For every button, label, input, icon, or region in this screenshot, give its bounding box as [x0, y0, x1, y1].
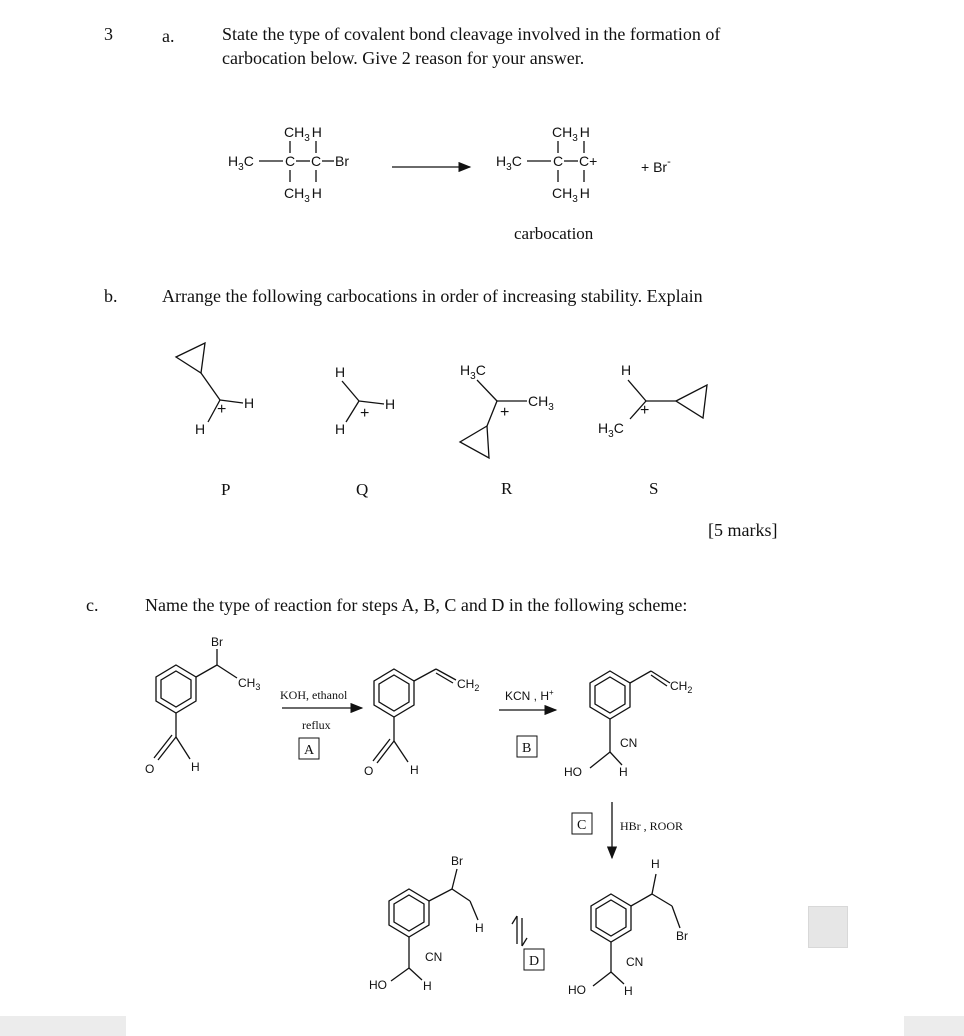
- part-a-label: a.: [162, 26, 175, 46]
- svg-text:H: H: [624, 984, 633, 998]
- svg-text:Br: Br: [335, 153, 349, 169]
- question-number: 3: [104, 24, 113, 44]
- svg-text:HO: HO: [369, 978, 387, 992]
- part-a-product: [496, 124, 597, 205]
- svg-text:H3C: $H_3C$: [496, 153, 522, 173]
- svg-text:H: H: [619, 765, 628, 779]
- part-b-label: b.: [104, 286, 118, 306]
- svg-text:Br: Br: [451, 854, 463, 868]
- page-edge-left: [0, 1016, 126, 1036]
- svg-text:Br: Br: [211, 635, 223, 649]
- svg-text:HO: HO: [568, 983, 586, 997]
- svg-text:CH3H: $CH_3$ H: [552, 185, 590, 205]
- svg-text:H: H: [423, 979, 432, 993]
- svg-text:H: H: [244, 395, 255, 411]
- svg-text:H: H: [335, 421, 346, 437]
- svg-text:+: +: [640, 402, 650, 419]
- compound-4: [568, 857, 688, 998]
- svg-text:H: H: [475, 921, 484, 935]
- svg-text:+: +: [217, 401, 227, 418]
- svg-text:CH3H: $CH_3$ H: [284, 124, 322, 144]
- step-b-reagent: KCN , H+: [505, 688, 554, 703]
- compound-1: [145, 635, 260, 776]
- step-a-reagent: KOH, ethanol: [280, 688, 348, 702]
- svg-text:H3C: $H_3C$: [460, 362, 486, 382]
- label-s: S: [649, 479, 659, 498]
- bromide-byproduct: + Br-: [641, 156, 671, 175]
- svg-text:CH2: $CH_2$: [670, 679, 693, 695]
- svg-text:+: +: [500, 404, 510, 421]
- part-c-label: c.: [86, 595, 99, 615]
- svg-text:H: H: [385, 396, 396, 412]
- compound-3: [564, 671, 692, 779]
- part-b-question: Arrange the following carbocations in order of increasing stability. Explain: [162, 286, 703, 306]
- svg-text:H: H: [621, 362, 632, 378]
- svg-text:H: H: [335, 364, 346, 380]
- svg-text:CN: CN: [425, 950, 443, 964]
- svg-text:C: C: [311, 153, 322, 169]
- step-a-condition: reflux: [302, 718, 331, 732]
- step-c-label: C: [577, 818, 587, 833]
- label-p: P: [221, 480, 231, 499]
- svg-text:H3C: $H_3C$: [598, 420, 624, 440]
- carbocation-q: [335, 364, 395, 437]
- svg-text:O: O: [364, 764, 374, 778]
- step-c-reagent: HBr , ROOR: [620, 819, 684, 833]
- svg-text:CH2: $CH_2$: [457, 677, 480, 693]
- marks-label: [5 marks]: [708, 520, 778, 540]
- svg-text:CN: CN: [620, 736, 638, 750]
- step-a-label: A: [304, 743, 315, 758]
- step-d-label: D: [529, 954, 540, 969]
- carbocation-p: [176, 343, 254, 437]
- viewer-scroll-thumb[interactable]: [808, 906, 848, 948]
- page-edge-right: [904, 1016, 964, 1036]
- svg-text:CH3: $CH_3$: [238, 676, 261, 692]
- label-r: R: [501, 479, 513, 498]
- svg-text:C: C: [553, 153, 564, 169]
- svg-text:HO: HO: [564, 765, 582, 779]
- label-q: Q: [356, 480, 369, 499]
- svg-text:+: +: [360, 405, 370, 422]
- svg-text:H: H: [195, 421, 206, 437]
- part-c-question: Name the type of reaction for steps A, B, C and D in the following scheme:: [145, 595, 688, 615]
- svg-text:H: H: [191, 760, 200, 774]
- svg-text:CN: CN: [626, 955, 644, 969]
- svg-text:C: C: [285, 153, 296, 169]
- svg-text:CH3H: $CH_3$ H: [552, 124, 590, 144]
- svg-text:Br: Br: [676, 929, 688, 943]
- svg-text:O: O: [145, 762, 155, 776]
- compound-2: [364, 669, 479, 778]
- svg-text:CH3: $CH_3$: [528, 393, 554, 413]
- step-b-label: B: [522, 741, 532, 756]
- carbocation-s: [598, 362, 707, 440]
- svg-text:CH3H: $CH_3$ H: [284, 185, 322, 205]
- compound-5: [369, 854, 484, 993]
- part-a-question-line2: carbocation below. Give 2 reason for your answer.: [222, 48, 585, 68]
- svg-text:C+: C+: [579, 153, 598, 169]
- part-a-reactant: [228, 124, 349, 205]
- carbocation-r: [460, 362, 554, 458]
- svg-text:H: H: [410, 763, 419, 777]
- part-a-question-line1: State the type of covalent bond cleavage involved in the formation of: [222, 24, 721, 44]
- svg-text:H3C: $H_3C$: [228, 153, 254, 173]
- carbocation-caption: carbocation: [514, 224, 594, 243]
- svg-text:H: H: [651, 857, 660, 871]
